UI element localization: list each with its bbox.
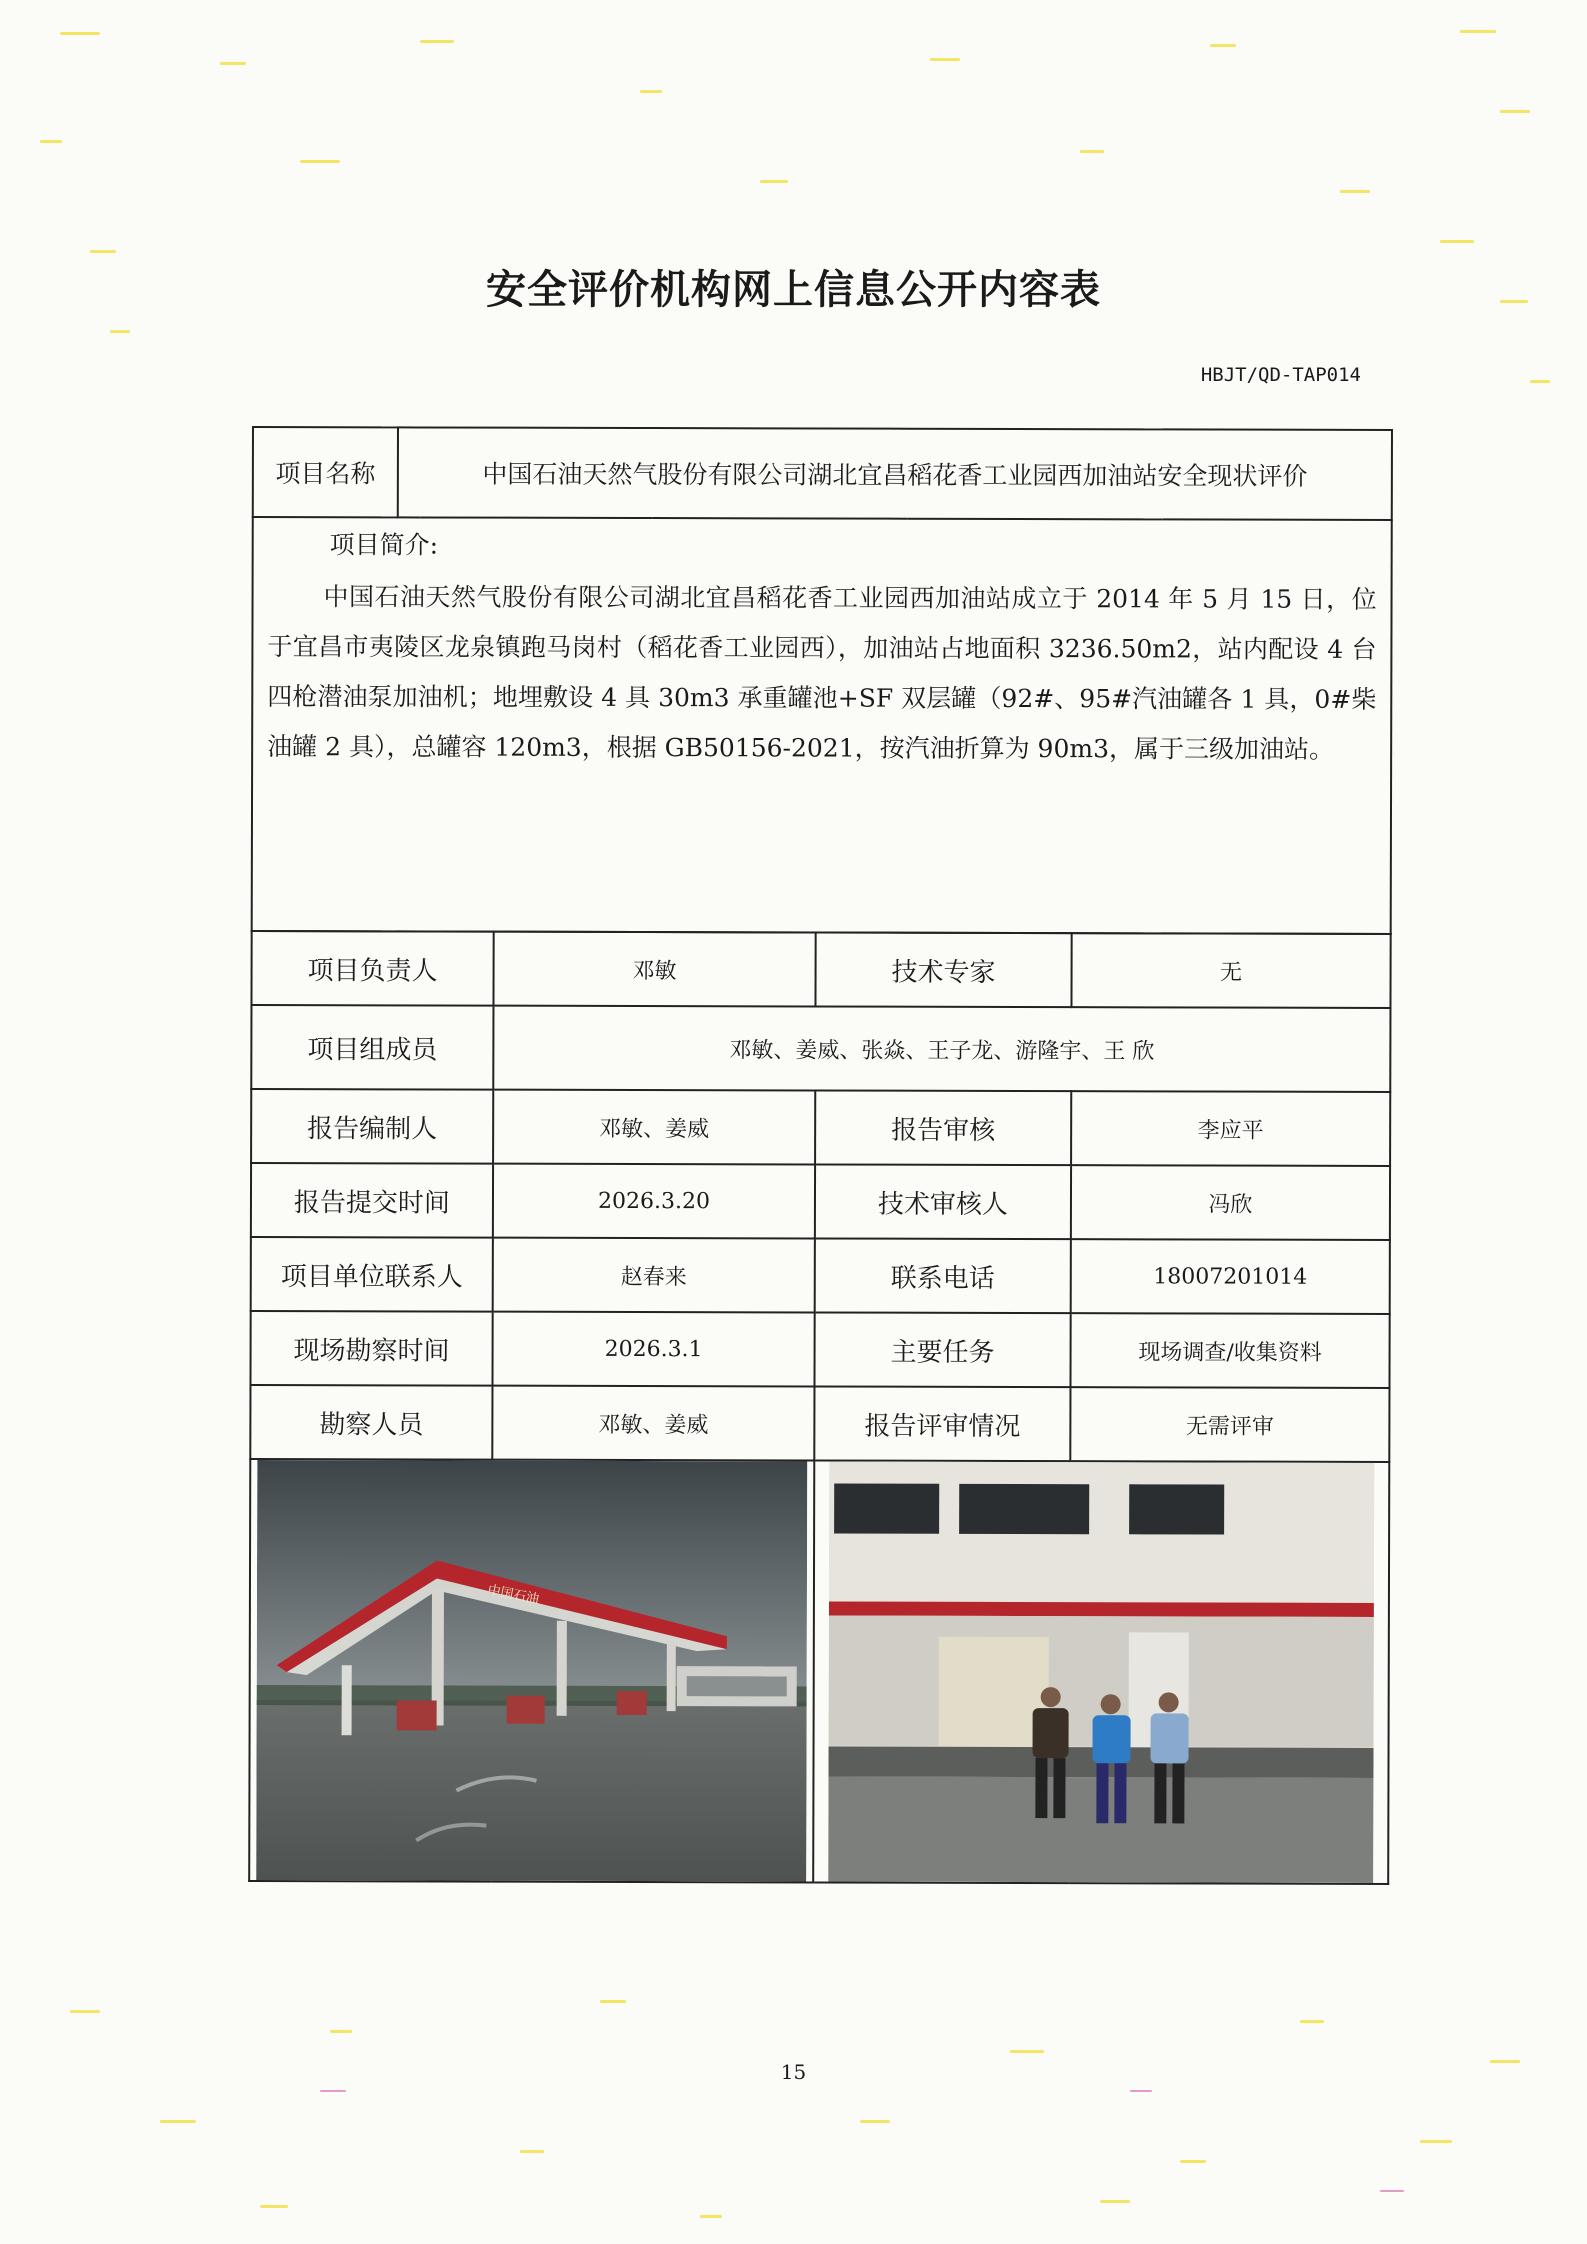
info-form — [248, 426, 1391, 1885]
review-status-value: 无需评审 — [1070, 1387, 1389, 1462]
expert-value: 无 — [1071, 933, 1390, 1008]
surveyor-row — [250, 1385, 1389, 1462]
reviewer-value: 李应平 — [1071, 1091, 1390, 1166]
surveyor-value: 邓敏、姜威 — [492, 1386, 814, 1461]
survey-time-label: 现场勘察时间 — [250, 1311, 492, 1386]
contact-row — [251, 1237, 1390, 1314]
leader-row — [251, 931, 1390, 1008]
survey-time-value: 2026.3.1 — [492, 1312, 814, 1387]
project-intro-label: 项目简介: — [329, 530, 439, 560]
page-number: 15 — [780, 2060, 807, 2084]
project-name-label: 项目名称 — [253, 427, 398, 517]
project-name-row — [253, 427, 1392, 520]
tech-reviewer-label: 技术审核人 — [815, 1164, 1071, 1239]
survey-team-photo — [828, 1462, 1374, 1883]
members-label: 项目组成员 — [251, 1005, 493, 1090]
reviewer-label: 报告审核 — [815, 1090, 1071, 1165]
personnel-table — [248, 930, 1391, 1885]
leader-value: 邓敏 — [493, 932, 815, 1007]
gas-station-photo — [256, 1460, 807, 1881]
document-title: 安全评价机构网上信息公开内容表 — [486, 266, 1101, 313]
members-value: 邓敏、姜威、张焱、王子龙、游隆宇、王 欣 — [493, 1006, 1390, 1092]
team-photo-cell — [813, 1460, 1389, 1884]
task-value: 现场调查/收集资料 — [1070, 1313, 1389, 1388]
submit-time-label: 报告提交时间 — [251, 1163, 493, 1238]
document-code: HBJT/QD-TAP014 — [1200, 364, 1361, 386]
photos-row — [249, 1459, 1389, 1884]
expert-label: 技术专家 — [815, 932, 1071, 1007]
phone-label: 联系电话 — [815, 1238, 1071, 1313]
author-row — [251, 1089, 1390, 1166]
author-value: 邓敏、姜威 — [493, 1090, 815, 1165]
contact-value: 赵春来 — [493, 1238, 815, 1313]
survey-row — [250, 1311, 1389, 1388]
author-label: 报告编制人 — [251, 1089, 493, 1164]
members-row — [251, 1005, 1390, 1092]
leader-label: 项目负责人 — [251, 931, 493, 1006]
surveyor-label: 勘察人员 — [250, 1385, 492, 1460]
station-photo-cell — [249, 1459, 814, 1882]
submit-row — [251, 1163, 1390, 1240]
phone-value: 18007201014 — [1071, 1239, 1390, 1314]
project-intro-text: 中国石油天然气股份有限公司湖北宜昌稻花香工业园西加油站成立于 2014 年 5 月 15 日，位于宜昌市夷陵区龙泉镇跑马岗村（稻花香工业园西），加油站占地面积 3236.50m2，站内配设 4 台四枪潜油泵加油机；地埋敷设 4 具 30m3 承重罐池+SF 双层罐（92#、95#汽油罐各 1 具，0#柴油罐 2 具），总罐容 120m3，根据 GB50156-2021，按汽油折算为 90m3，属于三级加油站。 — [267, 582, 1377, 764]
contact-label: 项目单位联系人 — [251, 1237, 493, 1312]
project-intro-row — [252, 517, 1392, 934]
canopy-sign-text: 中国石油 — [486, 1582, 541, 1608]
task-label: 主要任务 — [814, 1312, 1070, 1387]
project-info-table — [251, 426, 1393, 935]
tech-reviewer-value: 冯欣 — [1071, 1165, 1390, 1240]
submit-time-value: 2026.3.20 — [493, 1164, 815, 1239]
review-status-label: 报告评审情况 — [814, 1386, 1070, 1461]
project-name-value: 中国石油天然气股份有限公司湖北宜昌稻花香工业园西加油站安全现状评价 — [398, 427, 1392, 520]
project-intro-cell — [252, 517, 1392, 934]
